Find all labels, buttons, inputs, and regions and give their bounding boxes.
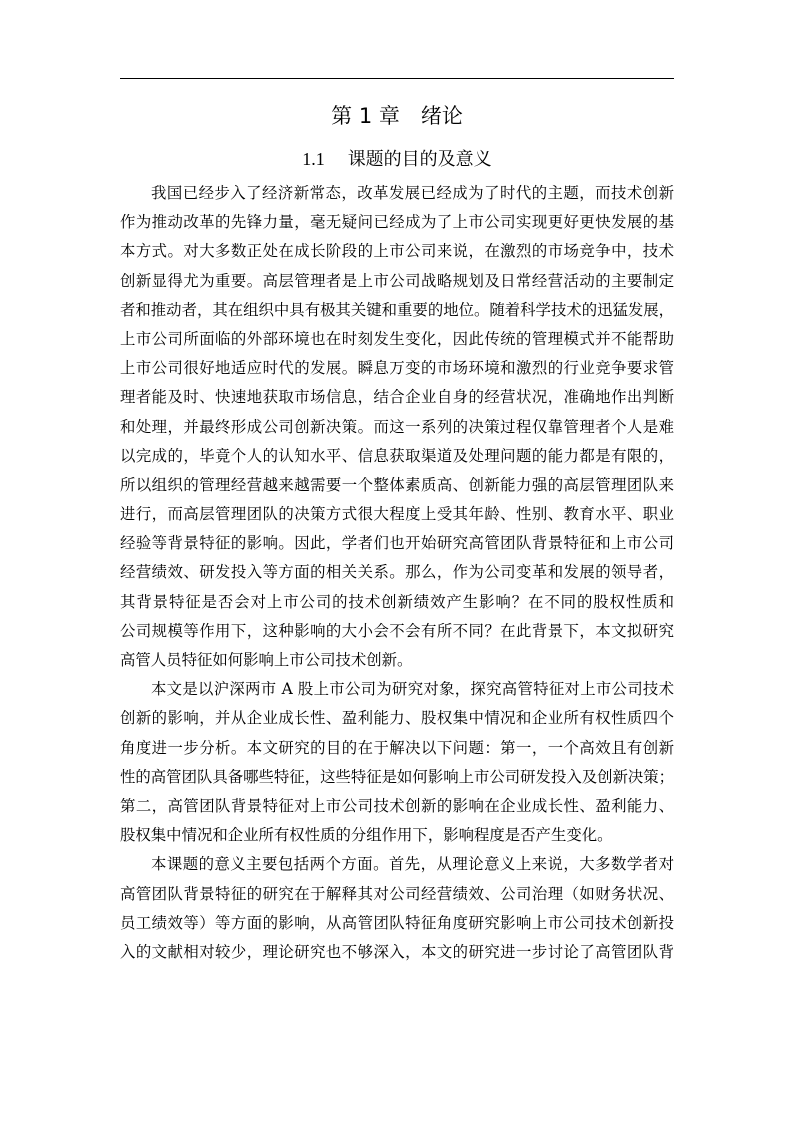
paragraph-line: 性的高管团队具备哪些特征，这些特征是如何影响上市公司研发投入及创新决策； bbox=[120, 767, 674, 786]
paragraph-line: 员工绩效等）等方面的影响，从高管团队特征角度研究影响上市公司技术创新投 bbox=[120, 913, 674, 932]
paragraph-line: 进行，而高层管理团队的决策方式很大程度上受其年龄、性别、教育水平、职业 bbox=[120, 505, 674, 524]
paragraph-line: 以完成的，毕竟个人的认知水平、信息获取渠道及处理问题的能力都是有限的， bbox=[120, 446, 674, 465]
body-text bbox=[120, 179, 674, 967]
paragraph-line: 本课题的意义主要包括两个方面。首先，从理论意义上来说，大多数学者对 bbox=[151, 855, 674, 874]
paragraph-line: 高管团队背景特征的研究在于解释其对公司经营绩效、公司治理（如财务状况、 bbox=[120, 884, 674, 903]
paragraph-line: 本文是以沪深两市 A 股上市公司为研究对象，探究高管特征对上市公司技术 bbox=[151, 680, 674, 699]
paragraph-line: 经验等背景特征的影响。因此，学者们也开始研究高管团队背景特征和上市公司 bbox=[120, 534, 674, 553]
section-heading bbox=[120, 144, 674, 175]
paragraph-line: 经营绩效、研发投入等方面的相关关系。那么，作为公司变革和发展的领导者， bbox=[120, 563, 674, 582]
paragraph-line: 其背景特征是否会对上市公司的技术创新绩效产生影响？在不同的股权性质和 bbox=[120, 592, 674, 611]
paragraph-line: 上市公司所面临的外部环境也在时刻发生变化，因此传统的管理模式并不能帮助 bbox=[120, 329, 674, 348]
paragraph bbox=[120, 179, 674, 675]
paragraph-line: 第二，高管团队背景特征对上市公司技术创新的影响在企业成长性、盈利能力、 bbox=[120, 796, 674, 815]
paragraph-line: 高管人员特征如何影响上市公司技术创新。 bbox=[120, 651, 413, 669]
paragraph-line: 角度进一步分析。本文研究的目的在于解决以下问题：第一，一个高效且有创新 bbox=[120, 738, 674, 757]
paragraph-line: 者和推动者，其在组织中具有极其关键和重要的地位。随着科学技术的迅猛发展， bbox=[120, 300, 674, 319]
paragraph-line: 本方式。对大多数正处在成长阶段的上市公司来说，在激烈的市场竞争中，技术 bbox=[120, 242, 674, 261]
paragraph-line: 作为推动改革的先锋力量，毫无疑问已经成为了上市公司实现更好更快发展的基 bbox=[120, 213, 674, 232]
paragraph bbox=[120, 850, 674, 967]
paragraph-line: 入的文献相对较少，理论研究也不够深入，本文的研究进一步讨论了高管团队背 bbox=[120, 942, 674, 961]
chapter-title: 第 1 章 绪论 bbox=[331, 104, 463, 128]
section-number: 1.1 bbox=[302, 149, 325, 169]
header-rule bbox=[120, 78, 674, 79]
paragraph-line: 创新显得尤为重要。高层管理者是上市公司战略规划及日常经营活动的主要制定 bbox=[120, 271, 674, 290]
paragraph bbox=[120, 675, 674, 850]
paragraph-line: 公司规模等作用下，这种影响的大小会不会有所不同？在此背景下，本文拟研究 bbox=[120, 621, 674, 640]
paragraph-line: 我国已经步入了经济新常态，改革发展已经成为了时代的主题，而技术创新 bbox=[151, 184, 674, 202]
paragraph-line: 和处理，并最终形成公司创新决策。而这一系列的决策过程仅靠管理者个人是难 bbox=[120, 417, 674, 436]
paragraph-line: 创新的影响，并从企业成长性、盈利能力、股权集中情况和企业所有权性质四个 bbox=[120, 709, 674, 728]
section-title: 课题的目的及意义 bbox=[347, 149, 492, 170]
paragraph-line: 理者能及时、快速地获取市场信息，结合企业自身的经营状况，准确地作出判断 bbox=[120, 388, 674, 407]
paragraph-line: 股权集中情况和企业所有权性质的分组作用下，影响程度是否产生变化。 bbox=[120, 826, 613, 845]
paragraph-line: 所以组织的管理经营越来越需要一个整体素质高、创新能力强的高层管理团队来 bbox=[120, 475, 674, 494]
paragraph-line: 上市公司很好地适应时代的发展。瞬息万变的市场环境和激烈的行业竞争要求管 bbox=[120, 359, 674, 378]
